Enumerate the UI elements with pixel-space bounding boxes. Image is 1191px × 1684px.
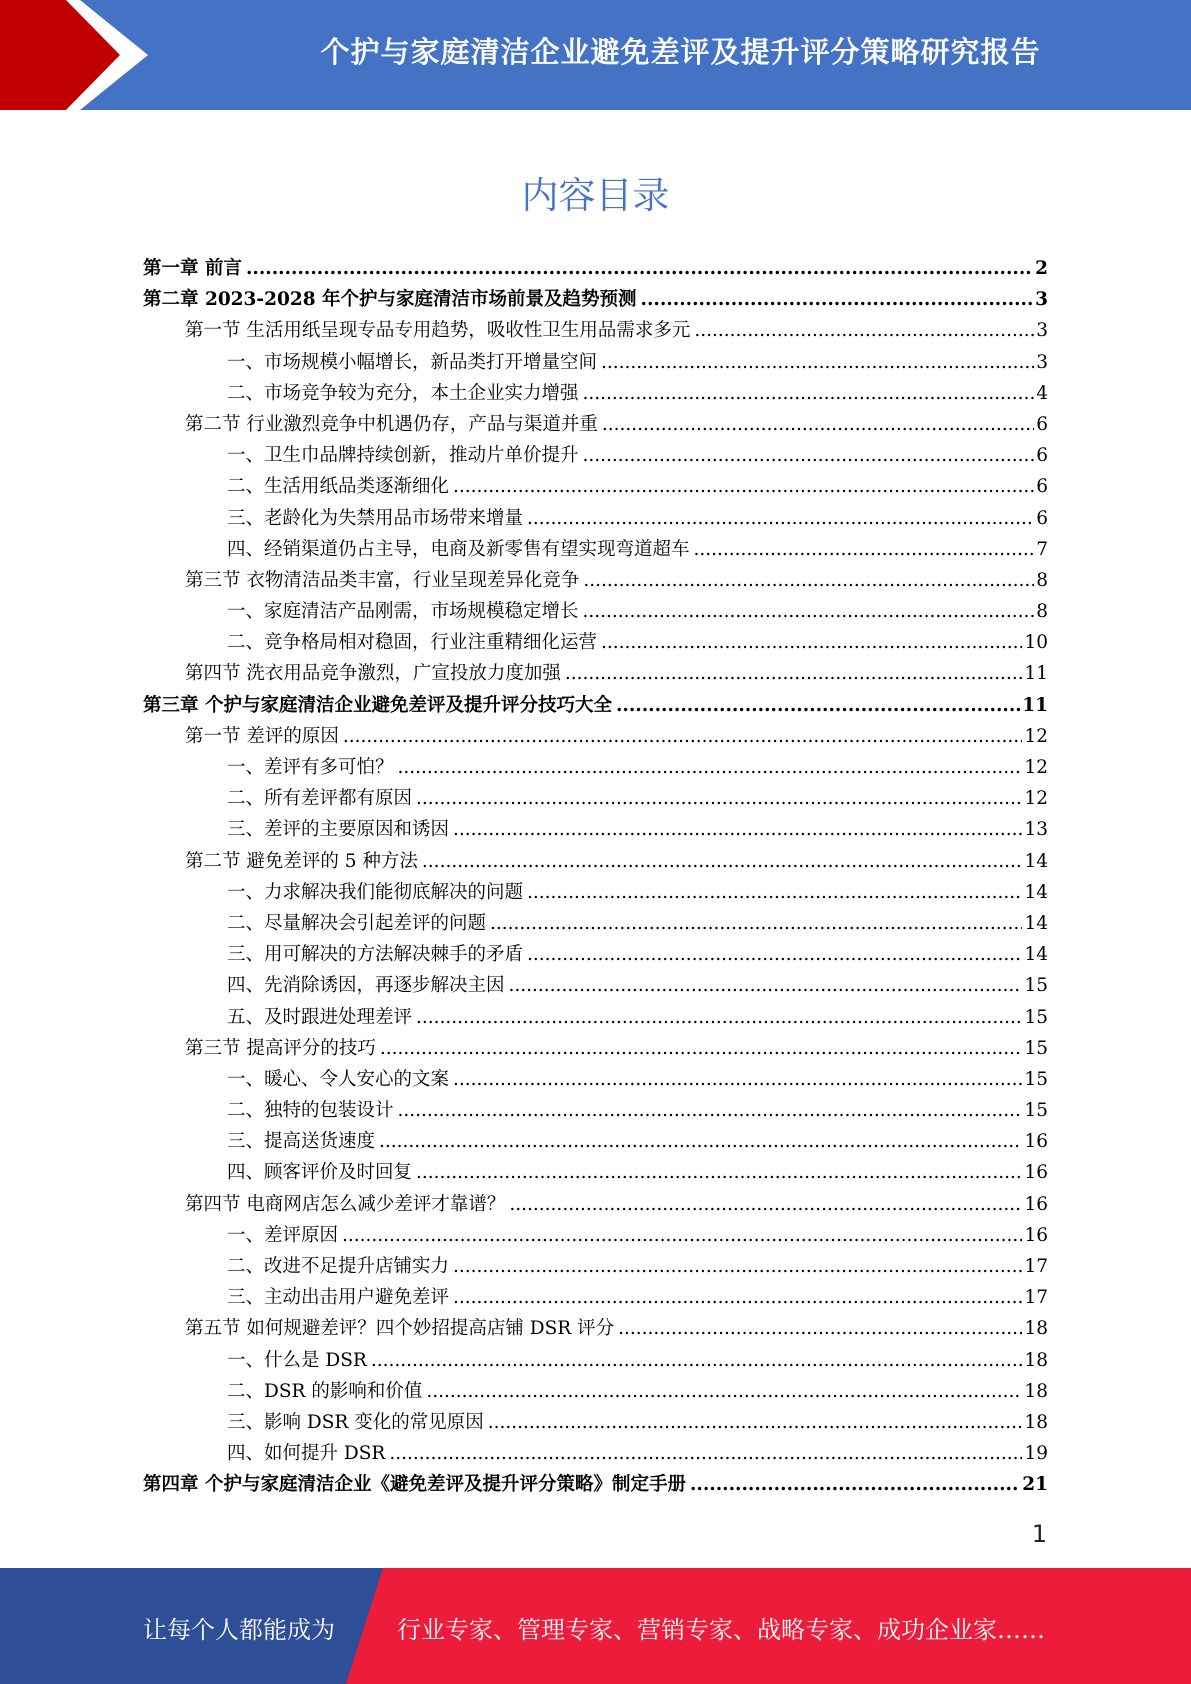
toc-subsection-entry[interactable] (143, 1065, 1048, 1096)
toc-entry-title: 二、生活用纸品类逐渐细化 (227, 476, 450, 498)
toc-entry-title: 二、改进不足提升店铺实力 (227, 1256, 450, 1277)
toc-entry-title: 四、如何提升 DSR (227, 1443, 386, 1465)
toc-entry-page: 6 (1036, 413, 1048, 435)
toc-entry-title: 一、暖心、令人安心的文案 (227, 1068, 450, 1090)
toc-heading: 内容目录 (521, 174, 670, 217)
toc-entry-title: 三、老龄化为失禁用品市场带来增量 (227, 507, 524, 529)
toc-dot-leader (453, 819, 1022, 840)
toc-entry-page: 11 (1024, 663, 1048, 685)
toc-dot-leader (389, 1443, 1022, 1464)
toc-entry-title: 三、提高送货速度 (227, 1131, 376, 1153)
toc-entry-page: 6 (1036, 476, 1048, 498)
toc-dot-leader (380, 1038, 1023, 1059)
toc-subsection-entry[interactable] (143, 472, 1048, 503)
toc-chapter-entry[interactable] (143, 285, 1048, 316)
toc-subsection-entry[interactable] (143, 878, 1048, 909)
toc-dot-leader (583, 570, 1034, 591)
toc-entry-page: 15 (1024, 1037, 1048, 1059)
toc-chapter-entry[interactable] (143, 691, 1048, 722)
header-bar (0, 0, 1191, 110)
toc-entry-title: 一、卫生巾品牌持续创新，推动片单价提升 (227, 445, 579, 467)
toc-entry-title: 一、什么是 DSR (227, 1349, 367, 1371)
toc-dot-leader (601, 632, 1022, 653)
toc-section-entry[interactable] (143, 847, 1048, 878)
toc-entry-page: 10 (1024, 632, 1048, 654)
toc-entry-page: 13 (1024, 819, 1048, 841)
toc-entry-page: 18 (1024, 1318, 1048, 1340)
toc-subsection-entry[interactable] (143, 504, 1048, 535)
toc-entry-page: 18 (1024, 1349, 1048, 1371)
toc-entry-page: 12 (1024, 725, 1048, 747)
toc-chapter-entry[interactable] (143, 1470, 1048, 1501)
toc-dot-leader (616, 695, 1020, 716)
toc-entry-page: 17 (1024, 1256, 1048, 1277)
toc-entry-title: 五、及时跟进处理差评 (227, 1006, 413, 1028)
toc-dot-leader (527, 508, 1034, 529)
page-number: 1 (1031, 1520, 1047, 1548)
toc-dot-leader (565, 663, 1023, 684)
toc-subsection-entry[interactable] (143, 971, 1048, 1002)
toc-entry-page: 16 (1024, 1131, 1048, 1153)
toc-dot-leader (583, 383, 1035, 404)
toc-entry-title: 二、所有差评都有原因 (227, 788, 413, 810)
toc-dot-leader (509, 1194, 1022, 1215)
toc-dot-leader (246, 258, 1033, 279)
toc-entry-page: 15 (1024, 1100, 1048, 1122)
toc-subsection-entry[interactable] (143, 1283, 1048, 1314)
toc-entry-page: 6 (1036, 507, 1048, 529)
toc-dot-leader (509, 975, 1023, 996)
toc-dot-leader (453, 1256, 1022, 1277)
toc-section-entry[interactable] (143, 1314, 1048, 1345)
toc-dot-leader (694, 320, 1034, 341)
toc-subsection-entry[interactable] (143, 909, 1048, 940)
toc-dot-leader (583, 601, 1035, 622)
toc-entry-title: 三、用可解决的方法解决棘手的矛盾 (227, 944, 524, 966)
toc-dot-leader (453, 1069, 1022, 1090)
toc-entry-page: 21 (1022, 1474, 1048, 1496)
toc-dot-leader (398, 757, 1023, 778)
toc-subsection-entry[interactable] (143, 348, 1048, 379)
toc-subsection-entry[interactable] (143, 1439, 1048, 1470)
toc-subsection-entry[interactable] (143, 597, 1048, 628)
toc-dot-leader (527, 882, 1022, 903)
toc-dot-leader (416, 788, 1022, 809)
toc-dot-leader (416, 1007, 1022, 1028)
toc-subsection-entry[interactable] (143, 441, 1048, 472)
report-title: 个护与家庭清洁企业避免差评及提升评分策略研究报告 (320, 35, 1041, 69)
toc-subsection-entry[interactable] (143, 1096, 1048, 1127)
toc-section-entry[interactable] (143, 722, 1048, 753)
header-arrow-graphic (0, 0, 160, 110)
toc-entry-page: 18 (1024, 1411, 1048, 1433)
toc-entry-title: 第三节 衣物清洁品类丰富，行业呈现差异化竞争 (185, 569, 580, 591)
toc-dot-leader (583, 445, 1035, 466)
toc-entry-page: 8 (1036, 601, 1048, 623)
toc-entry-page: 19 (1024, 1443, 1048, 1465)
toc-entry-title: 第五节 如何规避差评？四个妙招提高店铺 DSR 评分 (185, 1318, 615, 1340)
toc-dot-leader (690, 1474, 1020, 1495)
toc-entry-page: 14 (1024, 944, 1048, 966)
toc-dot-leader (416, 1162, 1022, 1183)
toc-entry-title: 第二章 2023-2028 年个护与家庭清洁市场前景及趋势预测 (143, 289, 637, 311)
footer-band (0, 1568, 1191, 1684)
toc-entry-page: 16 (1024, 1162, 1048, 1184)
footer-slogan-left: 让每个人都能成为 (143, 1616, 335, 1644)
toc-chapter-entry[interactable] (143, 254, 1048, 285)
toc-section-entry[interactable] (143, 1034, 1048, 1065)
toc-entry-title: 一、力求解决我们能彻底解决的问题 (227, 881, 524, 903)
toc-section-entry[interactable] (143, 316, 1048, 347)
toc-entry-title: 第二节 行业激烈竞争中机遇仍存，产品与渠道并重 (185, 413, 598, 435)
toc-subsection-entry[interactable] (143, 1408, 1048, 1439)
toc-entry-page: 4 (1036, 382, 1048, 404)
toc-section-entry[interactable] (143, 1190, 1048, 1221)
toc-entry-title: 三、影响 DSR 变化的常见原因 (227, 1411, 484, 1433)
toc-dot-leader (371, 1350, 1023, 1371)
toc-dot-leader (527, 944, 1022, 965)
footer-slogan-right: 行业专家、管理专家、营销专家、战略专家、成功企业家…… (397, 1616, 1045, 1644)
toc-dot-leader (379, 1131, 1022, 1152)
toc-entry-page: 3 (1035, 289, 1048, 311)
toc-entry-page: 11 (1022, 694, 1048, 716)
toc-entry-title: 一、差评原因 (227, 1224, 339, 1246)
toc-entry-title: 第一节 生活用纸呈现专品专用趋势，吸收性卫生用品需求多元 (185, 320, 691, 342)
toc-subsection-entry[interactable] (143, 628, 1048, 659)
toc-subsection-entry[interactable] (143, 1127, 1048, 1158)
toc-subsection-entry[interactable] (143, 815, 1048, 846)
toc-section-entry[interactable] (143, 566, 1048, 597)
toc-entry-page: 8 (1036, 569, 1048, 591)
toc-subsection-entry[interactable] (143, 1252, 1048, 1283)
toc-dot-leader (453, 476, 1034, 497)
toc-entry-page: 2 (1035, 258, 1048, 279)
toc-entry-title: 二、市场竞争较为充分，本土企业实力增强 (227, 382, 579, 404)
toc-entry-page: 14 (1024, 850, 1048, 872)
toc-entry-page: 7 (1036, 538, 1048, 560)
toc-entry-title: 一、市场规模小幅增长，新品类打开增量空间 (227, 351, 598, 373)
toc-entry-title: 一、差评有多可怕？ (227, 757, 394, 778)
toc-dot-leader (618, 1318, 1022, 1339)
toc-entry-page: 18 (1024, 1380, 1048, 1402)
toc-subsection-entry[interactable] (143, 1377, 1048, 1408)
toc-entry-title: 三、主动出击用户避免差评 (227, 1287, 450, 1309)
toc-entry-title: 一、家庭清洁产品刚需，市场规模稳定增长 (227, 601, 579, 623)
toc-subsection-entry[interactable] (143, 940, 1048, 971)
toc-entry-page: 15 (1024, 1068, 1048, 1090)
toc-subsection-entry[interactable] (143, 753, 1048, 784)
toc-entry-page: 15 (1024, 1006, 1048, 1028)
toc-entry-title: 二、DSR 的影响和价值 (227, 1380, 423, 1402)
toc-entry-title: 二、竞争格局相对稳固，行业注重精细化运营 (227, 632, 598, 654)
toc-entry-page: 6 (1036, 445, 1048, 467)
toc-subsection-entry[interactable] (143, 1003, 1048, 1034)
toc-entry-page: 12 (1024, 788, 1048, 810)
toc-entry-page: 17 (1024, 1287, 1048, 1309)
toc-dot-leader (422, 851, 1023, 872)
toc-subsection-entry[interactable] (143, 379, 1048, 410)
toc-entry-page: 3 (1036, 320, 1048, 342)
toc-section-entry[interactable] (143, 410, 1048, 441)
toc-entry-page: 15 (1024, 975, 1048, 997)
toc-entry-title: 第四章 个护与家庭清洁企业《避免差评及提升评分策略》制定手册 (143, 1474, 686, 1496)
toc-dot-leader (488, 1412, 1023, 1433)
toc-entry-page: 12 (1024, 757, 1048, 778)
toc-subsection-entry[interactable] (143, 784, 1048, 815)
toc-subsection-entry[interactable] (143, 1158, 1048, 1189)
toc-dot-leader (694, 539, 1035, 560)
toc-entry-title: 第一章 前言 (143, 258, 242, 279)
toc-entry-title: 四、经销渠道仍占主导，电商及新零售有望实现弯道超车 (227, 538, 690, 560)
toc-dot-leader (342, 1225, 1022, 1246)
toc-entry-page: 14 (1024, 881, 1048, 903)
toc-entry-page: 16 (1024, 1193, 1048, 1215)
toc-dot-leader (601, 352, 1034, 373)
toc-entry-title: 第三节 提高评分的技巧 (185, 1037, 376, 1059)
toc-dot-leader (453, 1287, 1022, 1308)
toc-entry-title: 第二节 避免差评的 5 种方法 (185, 850, 418, 872)
toc-dot-leader (426, 1381, 1022, 1402)
table-of-contents (143, 254, 1048, 1502)
toc-dot-leader (398, 1100, 1023, 1121)
toc-entry-title: 第一节 差评的原因 (185, 725, 339, 747)
toc-dot-leader (343, 726, 1023, 747)
toc-dot-leader (490, 913, 1022, 934)
toc-subsection-entry[interactable] (143, 535, 1048, 566)
toc-entry-title: 四、先消除诱因，再逐步解决主因 (227, 975, 505, 997)
toc-dot-leader (602, 414, 1034, 435)
toc-entry-title: 四、顾客评价及时回复 (227, 1162, 413, 1184)
toc-entry-title: 二、独特的包装设计 (227, 1100, 394, 1122)
toc-section-entry[interactable] (143, 659, 1048, 690)
toc-entry-title: 二、尽量解决会引起差评的问题 (227, 912, 487, 934)
toc-entry-title: 三、差评的主要原因和诱因 (227, 819, 450, 841)
toc-entry-page: 16 (1024, 1224, 1048, 1246)
toc-entry-title: 第四节 电商网店怎么减少差评才靠谱？ (185, 1193, 506, 1215)
toc-entry-title: 第四节 洗衣用品竞争激烈，广宣投放力度加强 (185, 663, 561, 685)
toc-entry-title: 第三章 个护与家庭清洁企业避免差评及提升评分技巧大全 (143, 694, 612, 716)
toc-subsection-entry[interactable] (143, 1346, 1048, 1377)
toc-subsection-entry[interactable] (143, 1221, 1048, 1252)
toc-entry-page: 14 (1024, 912, 1048, 934)
toc-entry-page: 3 (1036, 351, 1048, 373)
toc-dot-leader (641, 289, 1034, 310)
